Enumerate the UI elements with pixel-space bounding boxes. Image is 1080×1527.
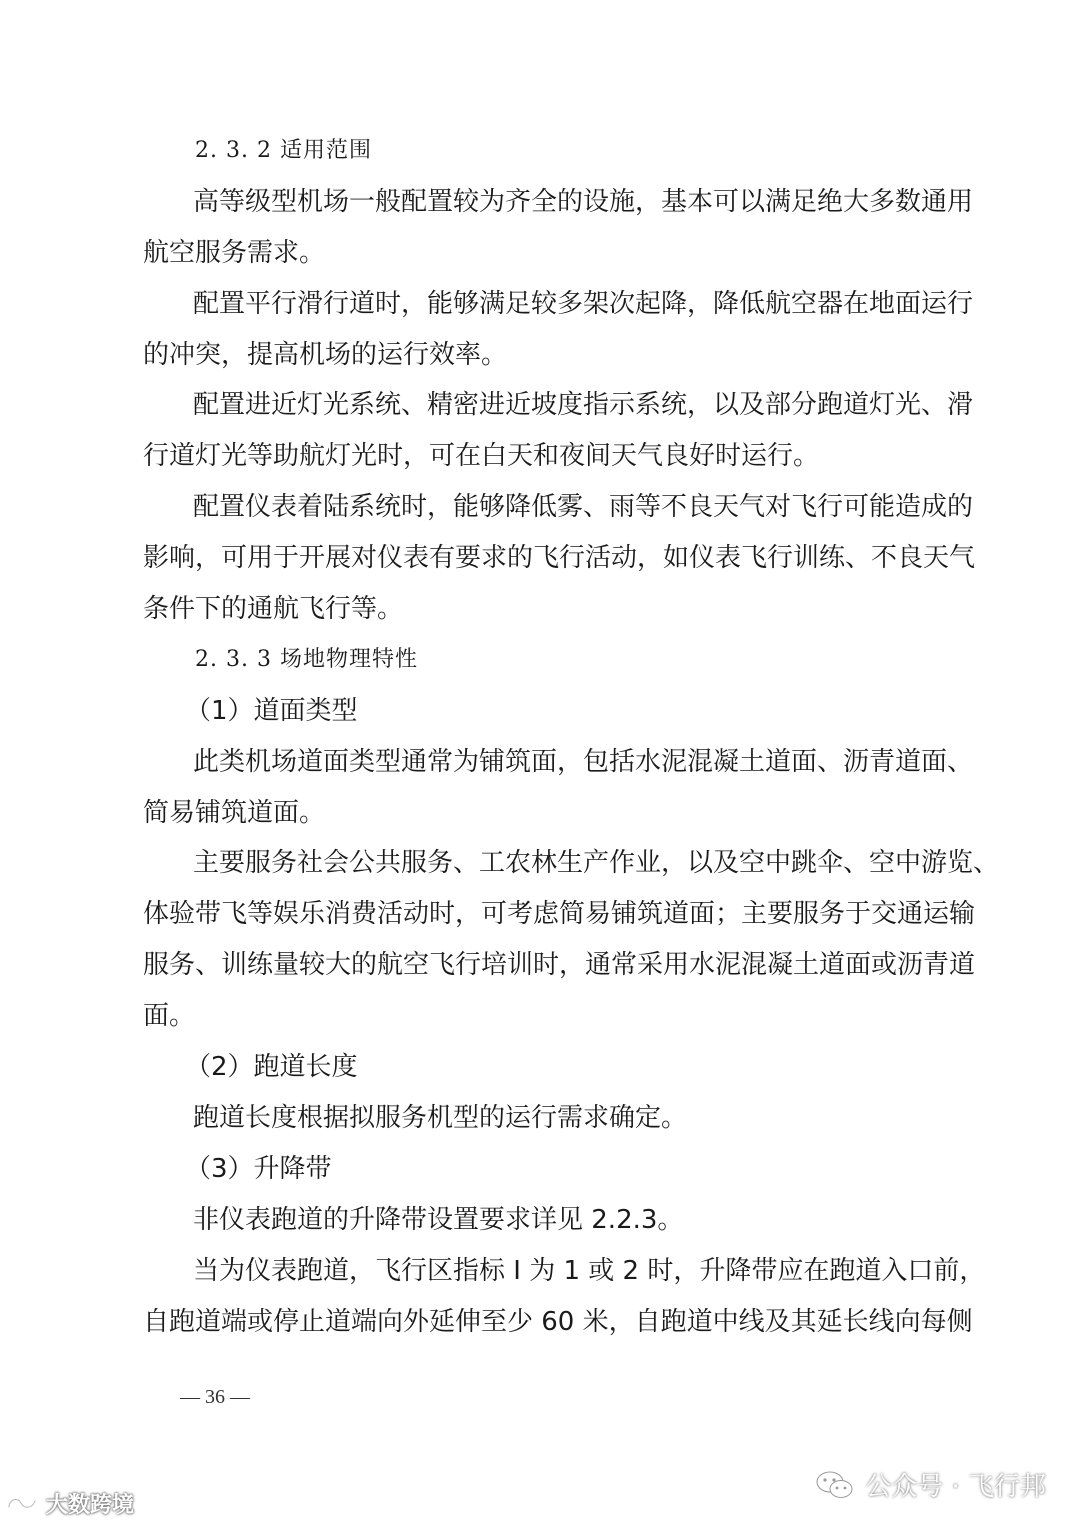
paragraph-line: 影响，可用于开展对仪表有要求的飞行活动，如仪表飞行训练、不良天气 (143, 543, 976, 573)
paragraph-line: 配置平行滑行道时，能够满足较多架次起降，降低航空器在地面运行 (193, 289, 974, 319)
paragraph-line: 自跑道端或停止道端向外延伸至少 60 米，自跑道中线及其延长线向每侧 (143, 1307, 973, 1337)
paragraph-line: 跑道长度根据拟服务机型的运行需求确定。 (193, 1103, 688, 1133)
logo-swirl-icon (6, 1493, 40, 1515)
paragraph-line: 此类机场道面类型通常为铺筑面，包括水泥混凝土道面、沥青道面、 (193, 747, 974, 777)
watermark-right (815, 1466, 1046, 1503)
watermark-right-text: 公众号 · 飞行邦 (865, 1472, 1046, 1502)
paragraph-line: （2）跑道长度 (185, 1052, 358, 1082)
paragraph-line: 配置仪表着陆系统时，能够降低雾、雨等不良天气对飞行可能造成的 (193, 492, 974, 522)
paragraph-line: 航空服务需求。 (143, 238, 326, 268)
paragraph-line: （3）升降带 (185, 1154, 332, 1184)
paragraph-line: 行道灯光等助航灯光时，可在白天和夜间天气良好时运行。 (143, 441, 820, 471)
paragraph-line: 体验带飞等娱乐消费活动时，可考虑简易铺筑道面；主要服务于交通运输 (143, 899, 976, 929)
paragraph-line: 面。 (143, 1001, 196, 1031)
watermark-left (6, 1488, 134, 1519)
wechat-icon (815, 1468, 855, 1502)
paragraph-line: 非仪表跑道的升降带设置要求详见 2.2.3。 (193, 1205, 684, 1235)
paragraph-line: 的冲突，提高机场的运行效率。 (143, 340, 508, 370)
paragraph-line: 主要服务社会公共服务、工农林生产作业，以及空中跳伞、空中游览、 (193, 848, 1000, 878)
section-heading: 2. 3. 2 适用范围 (195, 138, 372, 163)
paragraph-line: 高等级型机场一般配置较为齐全的设施，基本可以满足绝大多数通用 (193, 187, 974, 217)
paragraph-line: 当为仪表跑道，飞行区指标 I 为 1 或 2 时，升降带应在跑道入口前， (193, 1256, 986, 1286)
page-number: — 36 — (180, 1386, 250, 1408)
paragraph-line: （1）道面类型 (185, 696, 358, 726)
section-heading: 2. 3. 3 场地物理特性 (195, 647, 418, 672)
watermark-left-text: 大数跨境 (46, 1493, 135, 1518)
paragraph-line: 配置进近灯光系统、精密进近坡度指示系统，以及部分跑道灯光、滑 (193, 390, 974, 420)
paragraph-line: 简易铺筑道面。 (143, 798, 326, 828)
paragraph-line: 服务、训练量较大的航空飞行培训时，通常采用水泥混凝土道面或沥青道 (143, 950, 976, 980)
paragraph-line: 条件下的通航飞行等。 (143, 594, 404, 624)
